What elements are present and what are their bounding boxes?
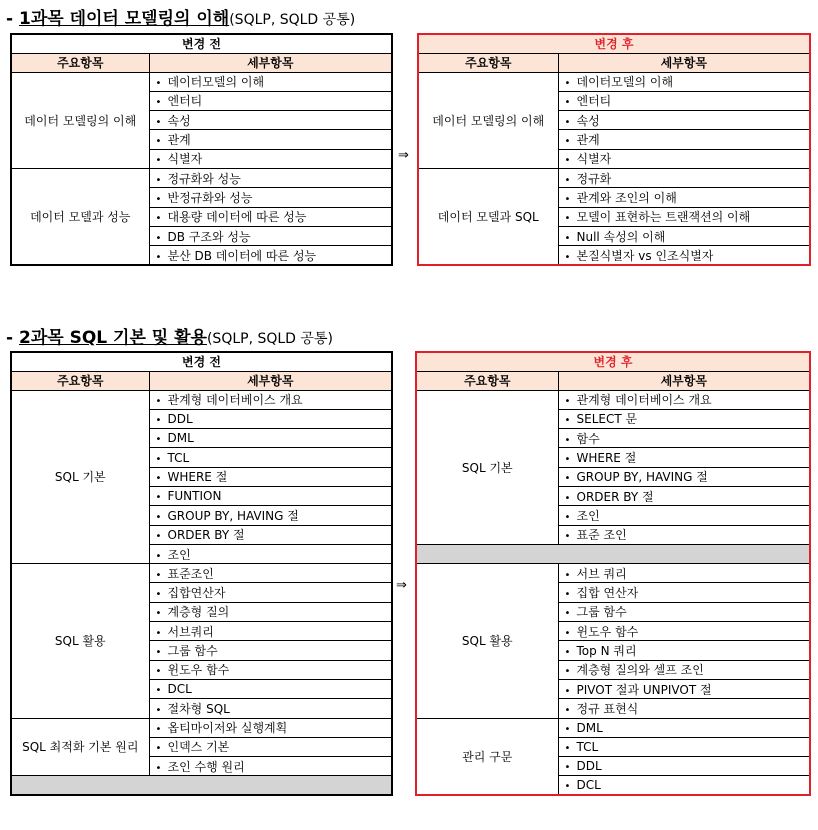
table-label-row: [11, 352, 392, 371]
table-label: 변경 후: [418, 34, 810, 53]
detail-item-cell: • GROUP BY, HAVING 절: [558, 467, 810, 486]
column-header-main: 주요항목: [11, 371, 149, 390]
detail-item-cell: • 그룹 함수: [149, 641, 392, 660]
detail-item-cell: • 인덱스 기본: [149, 737, 392, 756]
section2-title-main: 2과목 SQL 기본 및 활용: [18, 328, 207, 348]
detail-item-cell: • 엔터티: [149, 91, 392, 110]
detail-item-cell: • 관계와 조인의 이해: [558, 188, 810, 207]
section1-before-table: [10, 33, 393, 266]
detail-item-cell: • DDL: [558, 757, 810, 776]
gray-spacer-cell: [11, 776, 392, 795]
detail-item-cell: • 윈도우 함수: [558, 622, 810, 641]
detail-item-cell: • 조인: [558, 506, 810, 525]
detail-item-cell: • 정규화와 성능: [149, 168, 392, 187]
detail-item-cell: • DML: [149, 429, 392, 448]
table-label-row: [11, 34, 392, 53]
detail-item-cell: • 절차형 SQL: [149, 699, 392, 718]
column-header-detail: 세부항목: [558, 371, 810, 390]
table-row: [416, 564, 810, 583]
detail-item-cell: • 속성: [558, 111, 810, 130]
detail-item-cell: • 옵티마이저와 실행계획: [149, 718, 392, 737]
detail-item-cell: • 식별자: [149, 149, 392, 168]
table-label-row: [418, 34, 810, 53]
detail-item-cell: • 분산 DB 데이터에 따른 성능: [149, 246, 392, 265]
detail-item-cell: • 관계: [149, 130, 392, 149]
detail-item-cell: • ORDER BY 절: [558, 486, 810, 505]
detail-item-cell: • 그룹 함수: [558, 602, 810, 621]
group-name-cell: 데이터 모델과 성능: [11, 168, 149, 264]
section1-title-sub: (SQLP, SQLD 공통): [229, 12, 356, 28]
detail-item-cell: • 식별자: [558, 149, 810, 168]
detail-item-cell: • 표준조인: [149, 564, 392, 583]
table-header-row: [418, 53, 810, 72]
table-label-row: [416, 352, 810, 371]
group-name-cell: SQL 기본: [416, 390, 558, 544]
detail-item-cell: • DML: [558, 718, 810, 737]
section1-title-prefix: -: [6, 9, 19, 29]
detail-item-cell: • 서브 쿼리: [558, 564, 810, 583]
detail-item-cell: • FUNTION: [149, 486, 392, 505]
section1-arrow: ⇒: [398, 148, 409, 163]
detail-item-cell: • WHERE 절: [558, 448, 810, 467]
table-row: [11, 72, 392, 91]
detail-item-cell: • WHERE 절: [149, 467, 392, 486]
group-name-cell: 데이터 모델링의 이해: [11, 72, 149, 168]
section1-after-table: [417, 33, 811, 266]
detail-item-cell: • 윈도우 함수: [149, 660, 392, 679]
detail-item-cell: • 본질식별자 vs 인조식별자: [558, 246, 810, 265]
table-header-row: [11, 371, 392, 390]
table-row: [416, 718, 810, 737]
column-header-detail: 세부항목: [149, 371, 392, 390]
group-name-cell: 데이터 모델과 SQL: [418, 168, 558, 264]
detail-item-cell: • 반정규화와 성능: [149, 188, 392, 207]
detail-item-cell: • TCL: [558, 737, 810, 756]
gray-spacer-cell: [416, 544, 810, 563]
detail-item-cell: • 집합 연산자: [558, 583, 810, 602]
group-name-cell: SQL 활용: [416, 564, 558, 718]
detail-item-cell: • TCL: [149, 448, 392, 467]
group-name-cell: 데이터 모델링의 이해: [418, 72, 558, 168]
detail-item-cell: • 조인: [149, 544, 392, 563]
detail-item-cell: • Null 속성의 이해: [558, 226, 810, 245]
table-row: [11, 390, 392, 409]
detail-item-cell: • PIVOT 절과 UNPIVOT 절: [558, 679, 810, 698]
section2-title-sub: (SQLP, SQLD 공통): [206, 331, 333, 347]
detail-item-cell: • 관계형 데이터베이스 개요: [149, 390, 392, 409]
detail-item-cell: • 계층형 질의와 셀프 조인: [558, 660, 810, 679]
section2-after-table: [415, 351, 811, 796]
detail-item-cell: • DDL: [149, 409, 392, 428]
group-name-cell: SQL 기본: [11, 390, 149, 564]
detail-item-cell: • 서브쿼리: [149, 622, 392, 641]
detail-item-cell: • 정규화: [558, 168, 810, 187]
detail-item-cell: • ORDER BY 절: [149, 525, 392, 544]
detail-item-cell: • 엔터티: [558, 91, 810, 110]
table-header-row: [416, 371, 810, 390]
detail-item-cell: • 집합연산자: [149, 583, 392, 602]
table-label: 변경 후: [416, 352, 810, 371]
detail-item-cell: • 데이터모델의 이해: [149, 72, 392, 91]
table-row: [418, 168, 810, 187]
column-header-detail: 세부항목: [149, 53, 392, 72]
detail-item-cell: • DCL: [149, 679, 392, 698]
table-row: [11, 168, 392, 187]
group-name-cell: 관리 구문: [416, 718, 558, 795]
column-header-main: 주요항목: [416, 371, 558, 390]
detail-item-cell: • GROUP BY, HAVING 절: [149, 506, 392, 525]
group-name-cell: SQL 최적화 기본 원리: [11, 718, 149, 776]
detail-item-cell: • 모델이 표현하는 트랜잭션의 이해: [558, 207, 810, 226]
section1-title-main: 1과목 데이터 모델링의 이해: [18, 9, 230, 29]
detail-item-cell: • 표준 조인: [558, 525, 810, 544]
detail-item-cell: • 관계: [558, 130, 810, 149]
section2-title: [6, 323, 333, 348]
detail-item-cell: • 정규 표현식: [558, 699, 810, 718]
detail-item-cell: • DB 구조와 성능: [149, 226, 392, 245]
table-row: [11, 718, 392, 737]
table-label: 변경 전: [11, 352, 392, 371]
detail-item-cell: • Top N 쿼리: [558, 641, 810, 660]
section2-arrow: ⇒: [396, 578, 407, 593]
group-name-cell: SQL 활용: [11, 564, 149, 718]
section2-before-table: [10, 351, 393, 796]
column-header-detail: 세부항목: [558, 53, 810, 72]
spacer-row: [11, 776, 392, 795]
detail-item-cell: • 데이터모델의 이해: [558, 72, 810, 91]
table-row: [11, 564, 392, 583]
detail-item-cell: • DCL: [558, 776, 810, 795]
table-header-row: [11, 53, 392, 72]
detail-item-cell: • 대용량 데이터에 따른 성능: [149, 207, 392, 226]
column-header-main: 주요항목: [418, 53, 558, 72]
table-row: [416, 390, 810, 409]
detail-item-cell: • 함수: [558, 429, 810, 448]
detail-item-cell: • 조인 수행 원리: [149, 757, 392, 776]
section1-title: [6, 4, 355, 29]
detail-item-cell: • 속성: [149, 111, 392, 130]
table-label: 변경 전: [11, 34, 392, 53]
column-header-main: 주요항목: [11, 53, 149, 72]
detail-item-cell: • 계층형 질의: [149, 602, 392, 621]
spacer-row: [416, 544, 810, 563]
detail-item-cell: • 관계형 데이터베이스 개요: [558, 390, 810, 409]
table-row: [418, 72, 810, 91]
detail-item-cell: • SELECT 문: [558, 409, 810, 428]
section2-title-prefix: -: [6, 328, 19, 348]
